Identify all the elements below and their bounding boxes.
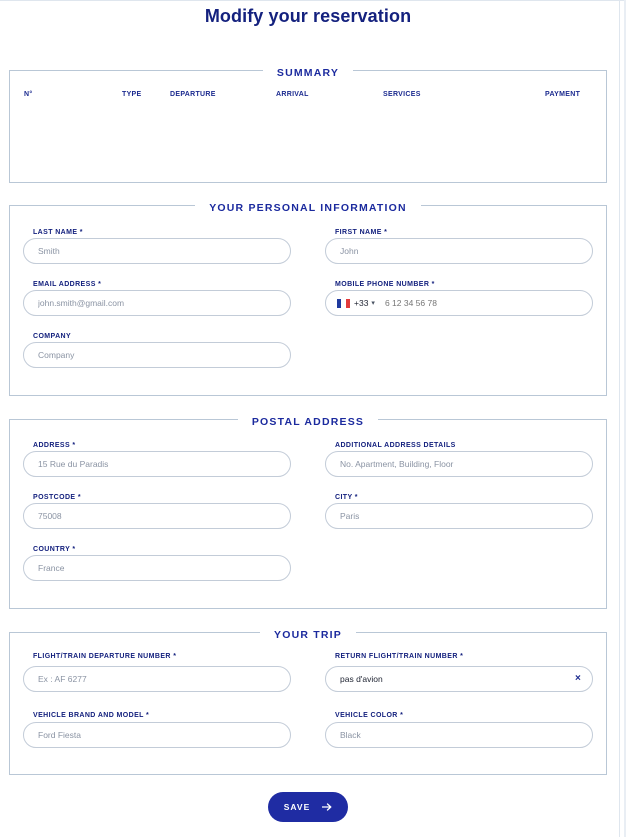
trip-title-wrap: [10, 625, 606, 643]
email-label: EMAIL ADDRESS *: [33, 281, 102, 288]
france-flag-icon[interactable]: [337, 299, 350, 308]
last-name-label: LAST NAME *: [33, 229, 83, 236]
phone-country-code[interactable]: +33: [354, 298, 369, 308]
email-input[interactable]: [23, 290, 291, 316]
country-input[interactable]: [23, 555, 291, 581]
personal-info-title: YOUR PERSONAL INFORMATION: [195, 202, 421, 214]
return-number-input[interactable]: [325, 666, 593, 692]
chevron-down-icon[interactable]: ▾: [371, 300, 375, 307]
save-button[interactable]: [268, 792, 348, 822]
summary-col-services: SERVICES: [383, 91, 421, 98]
postcode-input[interactable]: [23, 503, 291, 529]
postal-address-title: POSTAL ADDRESS: [238, 416, 378, 428]
scroll-area-divider: [619, 0, 620, 837]
personal-title-wrap: [10, 198, 606, 216]
summary-col-type: TYPE: [122, 91, 142, 98]
first-name-input[interactable]: [325, 238, 593, 264]
vehicle-color-label: VEHICLE COLOR *: [335, 712, 404, 719]
vehicle-model-input[interactable]: [23, 722, 291, 748]
city-input[interactable]: [325, 503, 593, 529]
vehicle-color-input[interactable]: [325, 722, 593, 748]
trip-title: YOUR TRIP: [260, 629, 356, 641]
company-input[interactable]: [23, 342, 291, 368]
summary-col-payment: PAYMENT: [545, 91, 581, 98]
summary-title: SUMMARY: [263, 67, 353, 79]
departure-number-input[interactable]: [23, 666, 291, 692]
summary-col-arrival: ARRIVAL: [276, 91, 309, 98]
summary-col-departure: DEPARTURE: [170, 91, 216, 98]
country-label: COUNTRY *: [33, 546, 76, 553]
address-input[interactable]: [23, 451, 291, 477]
postcode-label: POSTCODE *: [33, 494, 81, 501]
clear-icon[interactable]: ×: [575, 673, 581, 684]
additional-address-input[interactable]: [325, 451, 593, 477]
summary-section: [9, 67, 607, 183]
vehicle-model-label: VEHICLE BRAND AND MODEL *: [33, 712, 150, 719]
return-number-label: RETURN FLIGHT/TRAIN NUMBER *: [335, 653, 464, 660]
arrow-right-icon: [322, 803, 332, 811]
page-title: Modify your reservation: [204, 6, 412, 26]
summary-col-number: N°: [24, 91, 33, 98]
company-label: COMPANY: [33, 333, 72, 340]
postal-title-wrap: [10, 412, 606, 430]
save-button-label: SAVE: [283, 802, 311, 812]
departure-number-label: FLIGHT/TRAIN DEPARTURE NUMBER *: [33, 653, 177, 660]
address-label: ADDRESS *: [33, 442, 76, 449]
last-name-input[interactable]: [23, 238, 291, 264]
trip-section: [9, 629, 607, 775]
first-name-label: FIRST NAME *: [335, 229, 388, 236]
phone-number-input[interactable]: [385, 298, 535, 308]
personal-info-section: [9, 202, 607, 396]
phone-label: MOBILE PHONE NUMBER *: [335, 281, 435, 288]
window-top-border: [0, 0, 626, 1]
postal-address-section: [9, 416, 607, 609]
city-label: CITY *: [335, 494, 358, 501]
summary-title-wrap: [10, 63, 606, 81]
additional-address-label: ADDITIONAL ADDRESS DETAILS: [335, 442, 456, 449]
phone-field: [325, 290, 593, 316]
